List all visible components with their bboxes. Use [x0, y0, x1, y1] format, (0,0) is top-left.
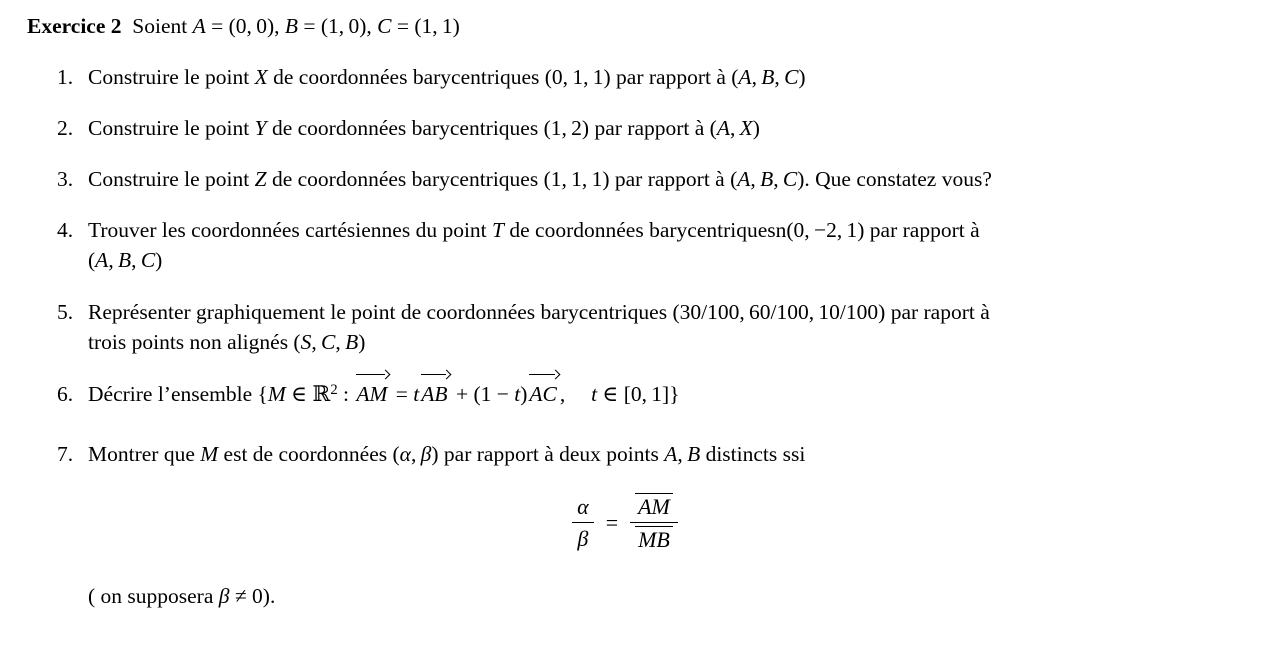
mb-denominator	[630, 522, 678, 552]
item-body	[88, 164, 1223, 194]
item-body	[88, 215, 1223, 275]
item-number: 1.	[57, 65, 74, 89]
exercise-title: Exercice 2 Soient A = (0, 0), B = (1, 0), C = (1, 1)	[27, 14, 460, 38]
item-text-line: trois points non alignés (S, C, B)	[88, 330, 366, 354]
am-overline: AM	[635, 493, 673, 519]
item-text-line: Trouver les coordonnées cartésiennes du point T de coordonnées barycentriquesn(0, −2, 1) par rapport à	[88, 218, 980, 242]
assumption-note: ( on supposera β ≠ 0).	[88, 583, 276, 608]
am-numerator	[630, 493, 678, 522]
exercise-item-3	[27, 164, 1223, 194]
equals-sign: =	[605, 509, 619, 535]
exercise-item-5	[27, 297, 1223, 357]
item-number: 5.	[57, 300, 74, 324]
exercise-item-2	[27, 113, 1223, 143]
item-text-line: Décrire l’ensemble {M ∈ ℝ$^2$ : AM = tAB + (1 − t)AC , t ∈ [0, 1]}	[88, 379, 1223, 412]
item-number: 7.	[57, 442, 74, 466]
item-body	[88, 379, 1223, 412]
item-text-line: Représenter graphiquement le point de coordonnées barycentriques (30/100, 60/100, 10/100) par raport à	[88, 300, 990, 324]
item-body	[88, 297, 1223, 357]
item-number: 2.	[57, 116, 74, 140]
display-formula	[27, 493, 1223, 553]
exercise-item-4	[27, 215, 1223, 275]
mb-overline: MB	[635, 526, 673, 552]
item-text-line: Construire le point Y de coordonnées barycentriques (1, 2) par rapport à (A, X)	[88, 116, 760, 140]
lhs-fraction	[572, 494, 594, 552]
exercise-item-6	[27, 379, 1223, 412]
beta-denominator: β	[572, 522, 594, 551]
item-number: 6.	[57, 382, 74, 406]
item-text-line: Montrer que M est de coordonnées (α, β) par rapport à deux points A, B distincts ssi	[88, 442, 806, 466]
rhs-fraction	[630, 493, 678, 553]
alpha-numerator: α	[577, 494, 589, 519]
item-body	[88, 62, 1223, 92]
exercise-item-7	[27, 439, 1223, 469]
item-text-line: (A, B, C)	[88, 248, 163, 272]
item-number: 4.	[57, 218, 74, 242]
item-body	[88, 113, 1223, 143]
item-number: 3.	[57, 167, 74, 191]
item-text-line: Construire le point X de coordonnées barycentriques (0, 1, 1) par rapport à (A, B, C)	[88, 65, 806, 89]
item-text-line: Construire le point Z de coordonnées barycentriques (1, 1, 1) par rapport à (A, B, C). Que constatez vous?	[88, 167, 992, 191]
item-body	[88, 439, 1223, 469]
exercise-item-1	[27, 62, 1223, 92]
